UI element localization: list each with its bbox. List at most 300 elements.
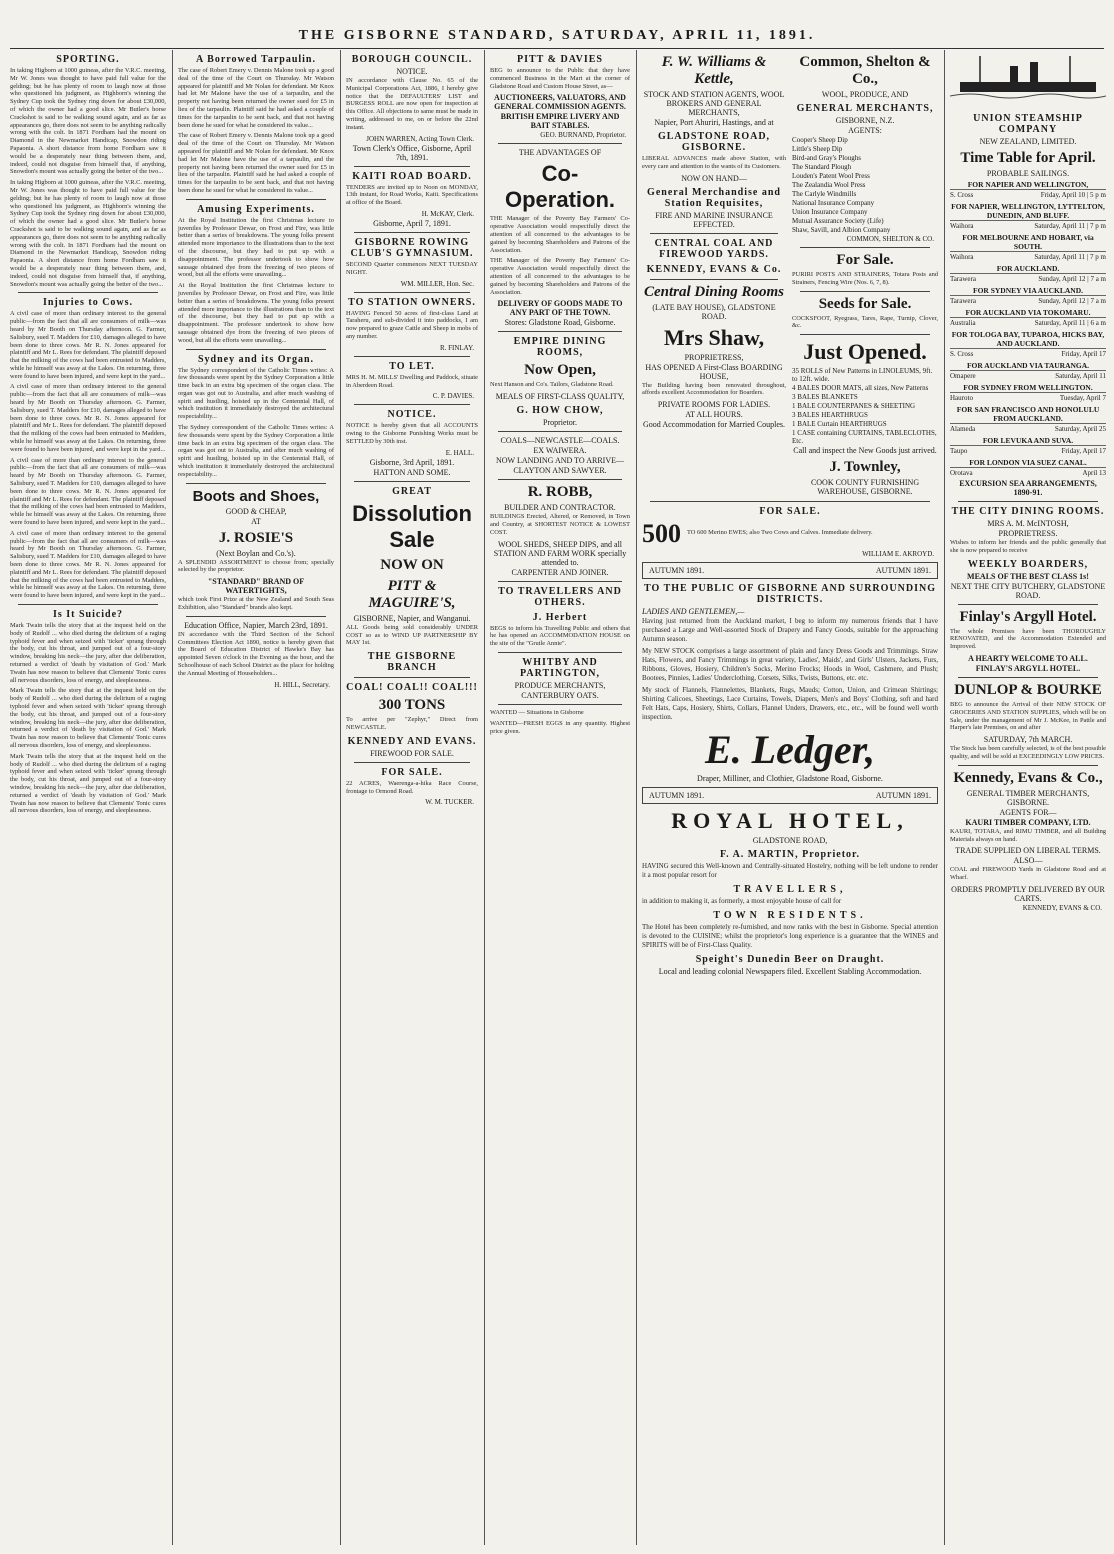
sailing-head: FOR TOLOGA BAY, TUPAROA, HICKS BAY, AND AUCKLAND. (951, 330, 1105, 348)
trade-label: TRADE SUPPLIED ON LIBERAL TERMS. (955, 846, 1101, 856)
steamship-icon (950, 52, 1106, 102)
sailing-time: Sunday, April 12 | 7 a m (1038, 275, 1106, 283)
sailing-head: FOR SYDNEY VIA AUCKLAND. (972, 286, 1083, 295)
separator (498, 479, 622, 480)
separator (186, 349, 326, 350)
kauri-label: KAURI TIMBER COMPANY, LTD. (965, 817, 1091, 827)
finlay-footer: FINLAY'S ARGYLL HOTEL. (975, 663, 1081, 673)
education-signature: H. HILL, Secretary. (274, 680, 330, 689)
separator (800, 291, 930, 292)
city-body: Wishes to inform her friends and the public generally that she is now prepared to receive (950, 539, 1106, 554)
fence-heading: For Sale. (836, 252, 894, 268)
common-gm: GENERAL MERCHANTS, (796, 103, 934, 114)
next-butchery: NEXT THE CITY BUTCHERY, GLADSTONE ROAD. (950, 581, 1106, 600)
separator (18, 292, 158, 293)
tons-label: 300 TONS (378, 697, 446, 714)
common-signature: COMMON, SHELTON & CO. (846, 235, 934, 243)
separator (498, 331, 622, 332)
kauri-agents: AGENTS FOR— (999, 807, 1057, 817)
column-6 (946, 50, 1110, 1545)
royal-body: HAVING secured this Well-known and Centrally-situated Hostelry, nothing will be left undone to render it a most popular resort for (642, 862, 938, 880)
separator (354, 762, 470, 763)
experiments-body: At the Royal Institution the first Christmas lecture to juveniles by Professor Dewar, on Frost and Fire, was little better than a series of breakdowns. The young folks present attended more importance to the illustrations than to the text of the discourse, but they had to put up with a disappointment. The professor undertook to show how sausage obtained dye from the freezing of two pieces of wood, but all the efforts were unavailing... (178, 216, 334, 279)
sailing-entry (950, 330, 1106, 359)
column-1 (6, 50, 170, 1545)
townley-sub: COOK COUNTY FURNISHING WAREHOUSE, GISBORNE. (810, 478, 920, 497)
autumn-left (649, 566, 704, 575)
suicide-body: Mark Twain tells the story that at the inquest held on the body of Rudolf ... who died during the delirium of a raging typhoid fever and when seized with 'ticker' sprang through the body, cut his throat, and jumped out of a four-story window, breaking his neck—the jury, after due deliberation, returned a verdict of 'death by visitation of God.' Mark Twain has now reason to believe that Clements' Tonic cures all nervous disorders, loss of energy, and sleeplessness. (10, 687, 166, 749)
herbert-body: BEGS to inform his Travelling Public and others that he has opened an ACCOMMODATION HOUSE on the site of the "Grutle Annie". (490, 624, 630, 648)
autumn-right (876, 566, 931, 575)
tarpaulin-body: The case of Robert Emery v. Dennis Malone took up a good deal of the time of the Court on Thursday. Mr Watson appeared for plaintiff and Mr Nolan for defendant. Mr Knox had let Mr Malone have the use of a tarpaulin, and the property not having been returned the owner sued for £5 in lieu of the tarpaulin. Plaintiff said he had asked a couple of times for the tarpaulin to be sent back, and that not having been done he sued for what he considered its value... (178, 67, 334, 129)
suicide-body: Mark Twain tells the story that at the inquest held on the body of Rudolf ... who died during the delirium of a raging typhoid fever and when seized with 'ticker' sprang through the body, cut his throat, and jumped out of a four-story window, breaking his neck—the jury, after due deliberation, returned a verdict of 'death by visitation of God.' Mark Twain has now reason to believe that Clements' Tonic cures all nervous disorders, loss of energy, and sleeplessness. (10, 752, 166, 815)
separator (354, 677, 470, 678)
ledger-body: Having just returned from the Auckland market, I beg to inform my numerous friends that I have purchased a Large and Well-assorted Stock of Drapery and Fancy Goods, suitable for the approaching Autumn season. (642, 617, 938, 644)
clayton-label: CLAYTON AND SAWYER. (513, 466, 607, 476)
ship-name: Tarawera (950, 297, 976, 305)
sailing-row (950, 189, 1106, 200)
williams-sub: STOCK AND STATION AGENTS, WOOL BROKERS AND GENERAL MERCHANTS, (643, 90, 785, 117)
coop-body: THE Manager of the Poverty Bay Farmers' Co-operative Association would respectfully direct the attention of all concerned to the advantages to be gained by becoming Shareholders and Patrons of the Association. (490, 257, 630, 296)
sailing-head: FOR LONDON VIA SUEZ CANAL. (969, 458, 1087, 467)
landing-label: NOW LANDING AND TO ARRIVE— (496, 456, 624, 466)
robb-body: BUILDINGS Erected, Altered, or Removed, in Town and Country, at SHORTEST NOTICE & LOWEST COST. (490, 513, 630, 536)
proprietor-label: Proprietor. (543, 418, 577, 428)
autumn-year: 1891. (913, 791, 931, 801)
sailing-entry (950, 361, 1106, 381)
autumn-label: AUTUMN (649, 791, 685, 801)
notice2-body: NOTICE is hereby given that all ACCOUNTS owing to the Gisborne Punishing Works must be SETTLED by 30th inst. (346, 422, 478, 445)
sailing-head: FOR NAPIER AND WELLINGTON, (967, 180, 1089, 189)
sailing-time: Sunday, April 12 | 7 a m (1038, 297, 1106, 305)
separator (498, 581, 622, 582)
carpenter-label: CARPENTER AND JOINER. (511, 567, 609, 577)
separator (958, 765, 1098, 766)
suicide-heading: Is It Suicide? (52, 609, 124, 620)
how-chow-name: G. HOW CHOW, (516, 405, 604, 417)
sailing-head: FOR SAN FRANCISCO AND HONOLULU FROM AUCKLAND. (956, 405, 1100, 423)
forsale-heading: FOR SALE. (759, 506, 821, 518)
hand-label: NOW ON HAND— (681, 173, 747, 183)
separator (650, 233, 778, 234)
stores-label: Stores: Gladstone Road, Gisborne. (504, 318, 616, 328)
list-item: Shaw, Savill, and Albion Company (792, 226, 891, 234)
sale-body: TO 600 Merino EWES; also Two Cows and Calves. Immediate delivery. (687, 528, 873, 536)
kaiti-date: Gisborne, April 7, 1891. (373, 218, 451, 228)
autumn-banner (642, 562, 938, 579)
masthead-title: THE GISBORNE STANDARD, SATURDAY, APRIL 11, 1891. (298, 28, 816, 43)
sailing-head: FOR MELBOURNE AND HOBART, via SOUTH. (962, 233, 1094, 251)
common-gis: GISBORNE, N.Z. (835, 116, 895, 125)
top-row (642, 50, 938, 497)
sailing-entry (950, 383, 1106, 403)
fence-body: PURIRI POSTS AND STRAINERS, Totara Posts and Strainers, Fencing Wire (Nos. 6, 7, 8). (792, 271, 938, 286)
tarpaulin-heading: A Borrowed Tarpaulin. (195, 54, 316, 65)
pitt-maguire-name: PITT & MAGUIRE'S, (368, 577, 456, 611)
injuries-body: A civil case of more than ordinary interest to the general public—from the fact that all are consumers of milk—was heard by Mr Booth on Thursday afternoon. G. Farmer, Salisbury, sued T. Madders for £10, damages alleged to have been done to three cows. Mr R. N. Jones appeared for plaintiff and Mr L. Rees for defendant. The plaintiff deposed that the milking of the cows had been entrusted to Madders, while he himself was away at the Lakes. On returning, three were found to have been injured, and were kept in the yard... (10, 529, 166, 600)
organ-body: The Sydney correspondent of the Catholic Times writes: A few thousands were spent by the Sydney Corporation a little time back in an extra big specimen of the organ class. The organ was got out to Australia, and after much washing of spirit and hustling, hoisted up in the Centennial Hall, of which institution it immediately destroyed the architectural respectability... (178, 366, 334, 421)
excursion-label: EXCURSION SEA ARRANGEMENTS, 1890-91. (959, 479, 1097, 497)
hours-label: AT ALL HOURS. (685, 410, 743, 420)
opened-list (792, 367, 938, 445)
ship-name: Omapere (950, 372, 976, 380)
column-divider (944, 50, 945, 1545)
autumn-label: AUTUMN (649, 566, 685, 576)
separator (498, 431, 622, 432)
boots-heading: Boots and Shoes, (192, 487, 320, 505)
sporting-body: In taking Higborn at 1000 guineas, after the V.R.C. meeting, Mr W. Jones was thought to have paid full value for the gelding; but he has plenty of room to laugh now at those who questioned his judgment, as Highborn's winning the Sydney Cup took the Sydney ring down for about £30,000, of which the owner had a good slice. Mr Butler's horse Crackshot is said to be walking sound again, and as far as appearances go, there does not seem to be anything radically wrong with the colt. In 1871 Fordham had the mount on Diamond in the Newmarket Handicap, Snowdon riding Papaonia. A short distance from home Fordham saw it would be a desperately near thing between them, and, indeed, could not disguise from himself that, if anything, Snowdon's mount was actually going the better of the two... (10, 179, 166, 288)
empire-body: Next Hanson and Co's. Tailors, Gladstone Road. (490, 381, 614, 389)
forsale-signature: W. M. TUCKER. (425, 798, 474, 807)
sailing-time: Tuesday, April 7 (1059, 394, 1106, 402)
townley-name: J. Townley, (829, 459, 901, 476)
autumn-year: 1891. (913, 566, 931, 576)
common-heading: Common, Shelton & Co., (799, 54, 931, 87)
sailing-entry (950, 458, 1106, 478)
ship-name: Waihora (950, 222, 974, 230)
auctioneers-label: AUCTIONEERS, VALUATORS, AND GENERAL COMMISSION AGENTS. (494, 93, 626, 112)
timetable-heading: Time Table for April. (960, 150, 1096, 166)
dissolution-heading: Dissolution Sale (352, 500, 472, 552)
kennedy-evans: KENNEDY AND EVANS. (347, 735, 477, 747)
coal-yards-body: COAL and FIREWOOD Yards in Gladstone Road and at Wharf. (950, 866, 1106, 882)
list-item: 4 BALES DOOR MATS, all sizes, New Patterns (792, 384, 929, 393)
pitt-body: ALL Goods being sold considerably UNDER COST so as to WIND UP PARTNERSHIP BY MAY 1st. (346, 623, 478, 647)
sporting-body: In taking Higborn at 1000 guineas, after the V.R.C. meeting, Mr W. Jones was thought to have paid full value for the gelding; but he has plenty of room to laugh now at those who questioned his judgment, as Highborn's winning the Sydney Cup took the Sydney ring down for about £30,000, of which the owner had a good slice. Mr Butler's horse Crackshot is said to be walking sound again, and as far as appearances go, there does not seem to be anything radically wrong with the colt. In 1871 Fordham had the mount on Diamond in the Newmarket Handicap, Snowdon riding Papaonia. A short distance from home Fordham saw it would be a desperately near thing between them, and, indeed, could not disguise from himself that, if anything, Snowdon's mount was actually going the better of the two... (10, 67, 166, 176)
autumn-label: AUTUMN (875, 791, 911, 801)
martin-label: F. A. MARTIN, Proprietor. (719, 849, 861, 861)
ship-name: S. Cross (950, 350, 974, 358)
sailing-row (950, 423, 1106, 434)
royal-road: GLADSTONE ROAD, (752, 836, 828, 846)
sailing-time: Friday, April 17 (1061, 350, 1106, 358)
williams-heading: F. W. Williams & Kettle, (661, 54, 767, 87)
sailing-head: FOR AUCKLAND VIA TAURANGA. (966, 361, 1090, 370)
pitt-address: GISBORNE, Napier, and Wanganui. (353, 613, 471, 623)
kauri-body: KAURI, TOTARA, and RIMU TIMBER, and all Building Materials always on hand. (950, 827, 1106, 843)
ship-name: Taupo (950, 447, 968, 455)
sailing-entry (950, 436, 1106, 456)
separator (186, 483, 326, 484)
list-item: Bird-and Gray's Ploughs (792, 154, 861, 162)
travellers-heading: TO TRAVELLERS AND OTHERS. (498, 585, 622, 608)
general-heading: General Merchandise and Station Requisites, (647, 186, 781, 209)
list-item: Mutual Assurance Society (Life) (792, 217, 884, 225)
column-divider (340, 50, 341, 1545)
firewood-label: FIREWOOD FOR SALE. (370, 748, 454, 758)
wool-sheds-label: WOOL SHEDS, SHEEP DIPS, and all STATION AND FARM WORK specially attended to. (493, 539, 627, 567)
list-item: 1 BALE Curtain HEARTHRUGS (792, 420, 887, 429)
notice2-heading: NOTICE. (387, 409, 437, 421)
station-heading: TO STATION OWNERS. (348, 296, 476, 308)
ledger-sub: Draper, Milliner, and Clothier, Gladstone Road, Gisborne. (697, 774, 883, 784)
canterbury-label: CANTERBURY OATS. (521, 690, 599, 700)
speight-label: Speight's Dunedin Beer on Draught. (695, 954, 885, 966)
sailing-head: FOR SYDNEY FROM WELLINGTON. (963, 383, 1093, 392)
seeds-heading: Seeds for Sale. (818, 295, 912, 312)
sailing-time: April 13 (1082, 469, 1106, 477)
kaiti-signature: H. McKAY, Clerk. (421, 209, 474, 218)
autumn-year: 1891. (686, 791, 705, 801)
autumn-year: 1891. (686, 566, 705, 576)
autumn-right (876, 791, 931, 800)
boots-sub: GOOD & CHEAP, (225, 506, 287, 516)
rosies-body: A SPLENDID ASSORTMENT to choose from; specially selected by the proprietor. (178, 558, 334, 574)
column-divider (484, 50, 485, 1545)
kaiti-heading: KAITI ROAD BOARD. (352, 170, 472, 182)
sailing-row (950, 295, 1106, 306)
education-body: IN accordance with the Third Section of the School Committees Election Act 1890, notice is hereby given that the Board of Education District of Hawke's Bay has appointed Seven o'clock in the Evening as the hour, and the Schoolhouse of each School District as the place for holding the Annual Meeting of Householders... (178, 630, 334, 677)
empire-heading: EMPIRE DINING ROOMS, (513, 336, 607, 359)
finlay-body: The whole Premises have been THOROUGHLY RENOVATED, and the Accommodation Extended and Improved. (950, 627, 1106, 651)
ship-name: Orotava (950, 469, 973, 477)
waiwera-label: EX WAIWERA. (533, 446, 587, 456)
rowing-body: SECOND Quarter commences NEXT TUESDAY NIGHT. (346, 260, 478, 276)
central-heading: CENTRAL COAL AND FIREWOOD YARDS. (654, 237, 774, 260)
shaw-text: HAS OPENED A First-Class BOARDING HOUSE, (645, 362, 783, 381)
just-opened-heading: Just Opened. (803, 339, 927, 365)
injuries-heading: Injuries to Cows. (42, 297, 134, 309)
also-label: ALSO— (1013, 856, 1043, 866)
williams-ad (642, 50, 786, 497)
sailing-entry (950, 233, 1106, 262)
meals-label: MEALS OF THE BEST CLASS 1s! (967, 571, 1089, 581)
livery-label: BRITISH EMPIRE LIVERY AND BAIT STABLES. (500, 112, 620, 131)
royal-heading: ROYAL HOTEL, (671, 808, 909, 834)
robb-name: R. ROBB, (527, 484, 593, 501)
kennedy-label: KENNEDY, EVANS & Co. (646, 263, 782, 275)
separator (354, 232, 470, 233)
education-office: Education Office, Napier, March 23rd, 1891. (184, 620, 328, 630)
whitby-heading: WHITBY AND PARTINGTON, (519, 656, 600, 679)
finlay-heading: Finlay's Argyll Hotel. (959, 608, 1097, 625)
kennedy-heading: Kennedy, Evans & Co., (953, 769, 1103, 786)
dunlop-body: BEG to announce the Arrival of their NEW STOCK OF GROCERIES AND STATION SUPPLIES, which will be on Sale, under the management of Mr J. McKee, in Pattle and Harper's late Premises, on and after (950, 700, 1106, 732)
experiments-body: At the Royal Institution the first Christmas lecture to juveniles by Professor Dewar, on Frost and Fire, was little better than a series of breakdowns. The young folks present attended more importance to the illustrations than to the text of the discourse, but they had to put up with a disappointment. The professor undertook to show how sausage obtained dye from the freezing of two pieces of wood, but all the efforts were unavailing... (178, 282, 334, 344)
separator (498, 652, 622, 653)
sailing-row (950, 220, 1106, 231)
wanted2-body: WANTED—FRESH EGGS in any quantity. Highest price given. (490, 719, 630, 735)
borough-body: IN accordance with Clause No. 65 of the Municipal Corporations Act, 1886, I hereby give notice that the DEFAULTERS' LIST and BURGESS ROLL are now open for inspection at this Office. All objections to same must be made in writing, addressed to me, on or before the 22nd instant. (346, 77, 478, 131)
separator (958, 604, 1098, 605)
autumn-label: AUTUMN (875, 566, 911, 576)
williams-body: LIBERAL ADVANCES made above Station, with every care and attention to the wants of its Customers. (642, 155, 787, 170)
sailing-time: Friday, April 10 | 5 p m (1040, 191, 1106, 199)
rowing-signature: WM. MILLER, Hon. Sec. (400, 279, 474, 288)
ship-name: Australia (950, 319, 976, 327)
royal-footer: Local and leading colonial Newspapers filed. Excellent Stabling Accommodation. (658, 967, 922, 977)
shaw-footer: Good Accommodation for Married Couples. (643, 420, 785, 430)
experiments-heading: Amusing Experiments. (197, 203, 315, 215)
list-item: Little's Sheep Dip (792, 145, 843, 153)
rosies-name: J. ROSIE'S (218, 529, 294, 546)
list-item: 3 BALES HEARTHRUGS (792, 411, 868, 420)
rowing-heading: GISBORNE ROWING CLUB'S GYMNASIUM. (350, 236, 474, 259)
sailing-entry (950, 202, 1106, 231)
williams-address: Napier, Port Ahuriri, Hastings, and at (654, 118, 774, 127)
seeds-body: COCKSFOOT, Ryegrass, Tares, Rape, Turnip, Clover, &c. (792, 314, 938, 330)
list-item: National Insurance Company (792, 199, 875, 207)
great-label: GREAT (392, 485, 432, 497)
sailing-entry (950, 180, 1106, 200)
sailing-row (950, 467, 1106, 478)
notice2-signature: E. HALL. (445, 448, 474, 457)
ship-name: Alameda (950, 425, 976, 433)
dunlop-body2: The Stock has been carefully selected, is of the best possible quality, and will be sold at EXCEEDINGLY LOW PRICES. (950, 745, 1106, 760)
list-item: The Zealandia Wool Press (792, 181, 866, 189)
ship-name: Tarawera (950, 275, 976, 283)
autumn-banner (642, 787, 938, 804)
station-body: HAVING Fenced 50 acres of first-class Land at Taraheru, and sub-divided it into paddocks, I am now prepared to graze Cattle and Sheep in mobs of any number. (346, 309, 478, 340)
tolet-body: MRS H. M. MILLS' Dwelling and Paddock, situate in Aberdeen Road. (346, 373, 478, 389)
common-ad (792, 50, 938, 497)
agents-list (792, 136, 938, 234)
common-sub: WOOL, PRODUCE, AND (821, 90, 909, 99)
sailing-row (950, 273, 1106, 284)
coop-body: THE Manager of the Poverty Bay Farmers' Co-operative Association would respectfully direct the attention of all concerned to the advantages to be gained by becoming Shareholders and Patrons of the Association. (490, 215, 630, 254)
suicide-body: Mark Twain tells the story that at the inquest held on the body of Rudolf ... who died during the delirium of a raging typhoid fever and when seized with 'ticker' sprang through the body, cut his throat, and jumped out of a four-story window, breaking his neck—the jury, after due deliberation, returned a verdict of 'death by visitation of God.' Mark Twain has now reason to believe that Clements' Tonic cures all nervous disorders, loss of energy, and sleeplessness. (10, 622, 166, 684)
separator (958, 501, 1098, 502)
union-heading: UNION STEAMSHIP COMPANY (973, 113, 1083, 135)
separator (498, 704, 622, 705)
produce-label: PRODUCE MERCHANTS, (514, 680, 606, 690)
separator (354, 356, 470, 357)
sailing-head: FOR AUCKLAND VIA TOKOMARU. (965, 308, 1091, 317)
livery-signature: GEO. BURNAND, Proprietor. (540, 131, 626, 140)
separator (650, 279, 778, 280)
probable-label: PROBABLE SAILINGS. (986, 169, 1070, 178)
sailing-row (950, 392, 1106, 403)
sailing-row (950, 348, 1106, 359)
mcintosh-name: MRS A. M. McINTOSH, (987, 519, 1069, 528)
sailing-row (950, 445, 1106, 456)
sailing-time: Saturday, April 11 | 7 p m (1034, 253, 1106, 261)
city-dining-heading: THE CITY DINING ROOMS. (951, 506, 1105, 517)
injuries-body: A civil case of more than ordinary interest to the general public—from the fact that all are consumers of milk—was heard by Mr Booth on Thursday afternoon. G. Farmer, Salisbury, sued T. Madders for £10, damages alleged to have been done to three cows. Mr R. N. Jones appeared for plaintiff and Mr L. Rees for defendant. The plaintiff deposed that the milking of the cows had been entrusted to Madders, while he himself was away at the Lakes. On returning, three were found to have been injured, and were kept in the yard... (10, 310, 166, 380)
separator (354, 166, 470, 167)
now-on-label: NOW ON (380, 556, 444, 573)
pitt-davies-heading: PITT & DAVIES (517, 54, 603, 65)
sailing-time: Saturday, April 11 (1055, 372, 1106, 380)
separator (354, 404, 470, 405)
column-5 (638, 50, 942, 1545)
ship-name: Waihora (950, 253, 974, 261)
list-item: Union Insurance Company (792, 208, 868, 216)
ledger-body: My NEW STOCK comprises a large assortment of plain and fancy Dress Goods and Trimmings. Straw Hats, Flowers, and Fancy Trimmings in great variety, Ladies', Maids', and Girls' Ulsters, Jackets, Furs, Ribbons, Gloves, Hosiery, Children's Socks, Merino Frocks; Hoods in Wool, Cashmere, and Plush; Bootees, Pinnies, Ladies' Underclothing, Corsets, Silks, Twists, Buttons, etc. etc. (642, 647, 938, 683)
list-item: 1 CASE containing CURTAINS, TABLECLOTHS, Etc. (792, 429, 937, 446)
shaw-name: Mrs Shaw, (663, 324, 765, 350)
sailing-time: Friday, April 17 (1061, 447, 1106, 455)
wanted-body: WANTED — Situations in Gisborne (490, 708, 584, 716)
pitt-davies-body: BEG to announce to the Public that they have commenced Business in the Mart at the corner of Gladstone Road and Custom House Street, as— (490, 67, 630, 90)
tarpaulin-body: The case of Robert Emery v. Dennis Malone took up a good deal of the time of the Court on Thursday. Mr Watson appeared for plaintiff and Mr Nolan for defendant. Mr Knox had let Mr Malone have the use of a tarpaulin, and the property not having been returned the owner sued for £5 in lieu of the tarpaulin. Plaintiff said he had asked a couple of times for the tarpaulin to be sent back, and that not having been done he sued for what he considered its value... (178, 132, 334, 194)
dunlop-date: SATURDAY, 7th MARCH. (983, 735, 1073, 745)
ledger-name: E. Ledger, (705, 727, 875, 773)
list-item: 1 BALE COUNTERPANES & SHEETING (792, 402, 916, 411)
orders-label: ORDERS PROMPTLY DELIVERED BY OUR CARTS. (951, 884, 1105, 903)
sailing-head: FOR LEVUKA AND SUVA. (982, 436, 1074, 445)
borough-date: Town Clerk's Office, Gisborne, April 7th, 1891. (352, 143, 472, 162)
sailing-head: FOR AUCKLAND. (996, 264, 1060, 273)
separator (800, 334, 930, 335)
royal-body: The Hotel has been completely re-furnished, and now ranks with the best in Gisborne. Special attention is devoted to the CUISINE; whilst the proprietor's long experience is a guarantee that the WINES and SPIRITS will be of First-Class Quality. (642, 923, 938, 950)
notice2-date: Gisborne, 3rd April, 1891. (369, 457, 455, 467)
hatton-label: HATTON AND SOME. (373, 467, 451, 477)
ledger-body: My stock of Flannels, Flannelettes, Blankets, Rugs, Mauds; Cotton, Union, and Crimean Shirtings; Shirting Calicoes, Sheetings, Lace Curtains, Towels, Diapers, Men's and Boys' Clothing, soft and hard Felt Hats, Caps, Hosiery, Shirts, Collars, Flannel Unders, Drawers, etc., etc., will be found well worth inspection. (642, 686, 938, 722)
coal-heading: COAL! COAL!! COAL!!! (346, 682, 478, 694)
sailing-head: FOR NAPIER, WELLINGTON, LYTTELTON, DUNEDIN, AND BLUFF. (951, 202, 1105, 220)
delivery-label: DELIVERY OF GOODS MADE TO ANY PART OF THE TOWN. (497, 299, 623, 318)
sporting-heading: SPORTING. (56, 54, 120, 65)
list-item: Louden's Patent Wool Press (792, 172, 870, 180)
coal-body: To arrive per "Zephyr," Direct from NEWCASTLE. (346, 716, 478, 731)
agents-label: AGENTS: (848, 126, 882, 135)
injuries-body: A civil case of more than ordinary interest to the general public—from the fact that all are consumers of milk—was heard by Mr Booth on Thursday afternoon. G. Farmer, Salisbury, sued T. Madders for £10, damages alleged to have been done to three cows. Mr R. N. Jones appeared for plaintiff and Mr L. Rees for defendant. The plaintiff deposed that the milking of the cows had been entrusted to Madders, while he himself was away at the Lakes. On returning, three were found to have been injured, and were kept in the yard... (10, 383, 166, 453)
tolet-heading: TO LET. (389, 360, 435, 372)
royal-body: in addition to making it, as formerly, a most enjoyable house of call for (642, 897, 842, 906)
separator (354, 481, 470, 482)
injuries-body: A civil case of more than ordinary interest to the general public—from the fact that all are consumers of milk—was heard by Mr Booth on Thursday afternoon. G. Farmer, Salisbury, sued T. Madders for £10, damages alleged to have been done to three cows. Mr R. N. Jones appeared for plaintiff and Mr L. Rees for defendant. The plaintiff deposed that the milking of the cows had been entrusted to Madders, while he himself was away at the Lakes. On returning, three were found to have been injured, and were kept in the yard... (10, 456, 166, 527)
gisborne-branch: THE GISBORNE BRANCH (367, 651, 457, 674)
ladies-salutation: LADIES AND GENTLEMEN,— (642, 607, 745, 617)
borough-heading: BOROUGH COUNCIL. (351, 54, 473, 65)
separator (498, 143, 622, 144)
list-item: Cooper's Sheep Dip (792, 136, 848, 144)
list-item: The Carlyle Windmills (792, 190, 857, 198)
organ-heading: Sydney and its Organ. (197, 353, 315, 365)
town-label: TOWN RESIDENTS. (713, 910, 867, 922)
boots-at: AT (251, 516, 261, 526)
builder-label: BUILDER AND CONTRACTOR. (504, 503, 616, 513)
list-item: 3 BALES BLANKETS (792, 393, 858, 402)
coals-label: COALS—NEWCASTLE—COALS. (500, 436, 620, 446)
separator (800, 247, 930, 248)
sailing-row (950, 317, 1106, 328)
public-heading: TO THE PUBLIC OF GISBORNE AND SURROUNDING DISTRICTS. (644, 583, 936, 606)
sailing-time: Saturday, April 11 | 7 p m (1034, 222, 1106, 230)
separator (650, 501, 930, 502)
list-item: The Standard Plough (792, 163, 852, 171)
kaiti-body: TENDERS are invited up to Noon on MONDAY, 13th instant, for Road Works, Kaiti. Specifications at office of the Board. (346, 183, 478, 207)
weekly-label: WEEKLY BOARDERS, (967, 558, 1089, 570)
station-signature: R. FINLAY. (439, 343, 474, 352)
proprietress-label: PROPRIETRESS. (998, 529, 1058, 538)
meals-label: MEALS OF FIRST-CLASS QUALITY, (495, 392, 625, 402)
separator (958, 677, 1098, 678)
nz-label: NEW ZEALAND, LIMITED. (979, 137, 1077, 146)
column-2 (174, 50, 338, 1545)
welcome-label: A HEARTY WELCOME TO ALL. (968, 653, 1088, 663)
masthead-rule (10, 48, 1104, 49)
sailing-entry (950, 308, 1106, 328)
cooperation-heading: Co-Operation. (504, 161, 615, 213)
forsale-heading: FOR SALE. (381, 766, 443, 778)
masthead (0, 28, 1114, 44)
ship-name: Hauroto (950, 394, 973, 402)
separator (186, 199, 326, 200)
sale-signature: WILLIAM E. AKROYD. (862, 550, 934, 559)
herbert-name: J. Herbert (532, 611, 588, 623)
rosies-address: (Next Boylan and Co.'s). (216, 548, 296, 558)
sailing-time: Saturday, April 11 | 6 a m (1034, 319, 1106, 327)
standard-brand: "STANDARD" BRAND OF WATERTIGHTS, (207, 577, 305, 596)
kennedy-signature: KENNEDY, EVANS & CO. (1022, 903, 1102, 912)
now-open-label: Now Open, (524, 362, 596, 379)
dining-heading: Central Dining Rooms (643, 283, 785, 300)
separator (186, 616, 326, 617)
column-divider (636, 50, 637, 1545)
sailings-list (950, 180, 1106, 478)
